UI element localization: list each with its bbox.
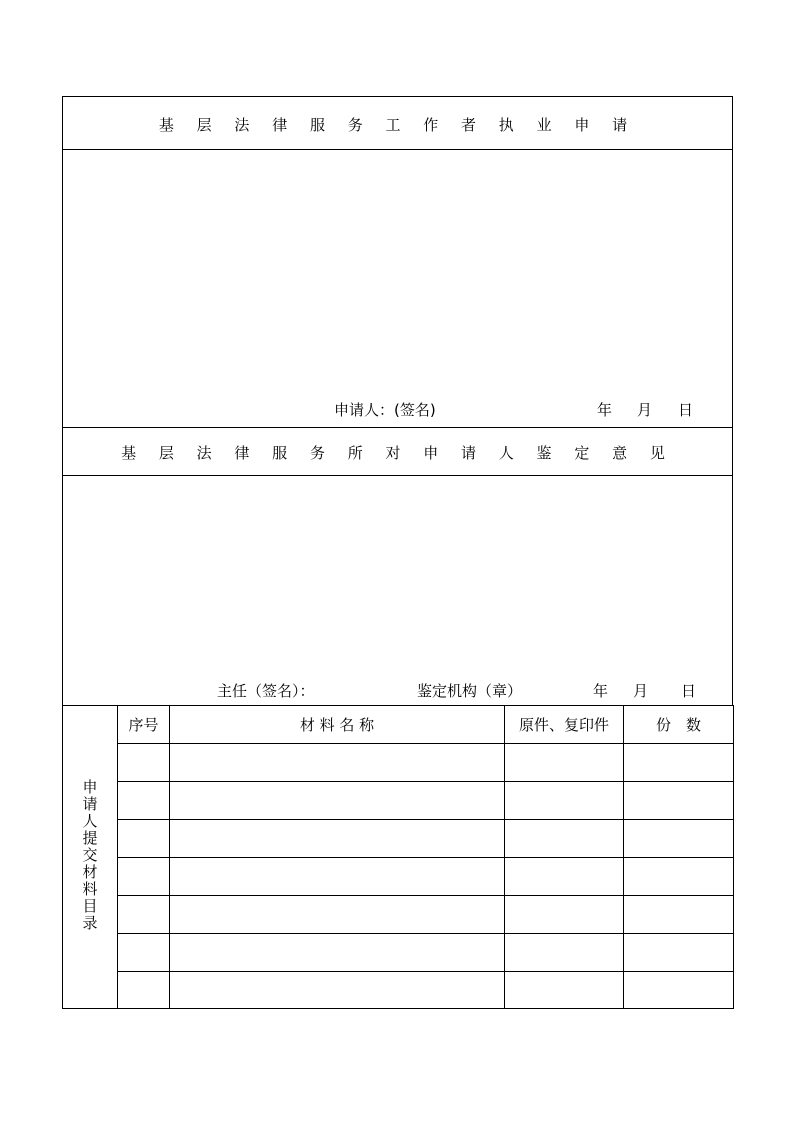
seq-cell[interactable] (118, 858, 170, 896)
section2-body (62, 475, 733, 706)
count-cell[interactable] (624, 782, 734, 820)
section1-day: 日 (678, 401, 694, 419)
count-cell[interactable] (624, 972, 734, 1009)
section2-title: 基 层 法 律 服 务 所 对 申 请 人 鉴 定 意 见 (121, 444, 674, 462)
materials-side-label-cell (63, 706, 118, 1009)
copy-cell[interactable] (505, 934, 624, 972)
section1-body (62, 149, 733, 428)
seq-cell[interactable] (118, 744, 170, 782)
materials-header-row (63, 706, 734, 744)
copy-cell[interactable] (505, 744, 624, 782)
header-copy: 原件、复印件 (505, 706, 624, 744)
count-cell[interactable] (624, 934, 734, 972)
materials-side-label: 申请人提交材料目录 (80, 778, 99, 932)
section2-title-cell (62, 427, 733, 476)
seq-cell[interactable] (118, 972, 170, 1009)
name-cell[interactable] (170, 744, 505, 782)
materials-table (62, 705, 734, 1009)
seq-cell[interactable] (118, 820, 170, 858)
table-row (63, 934, 734, 972)
name-cell[interactable] (170, 858, 505, 896)
table-row (63, 896, 734, 934)
section1-month: 月 (637, 401, 653, 419)
count-cell[interactable] (624, 820, 734, 858)
count-cell[interactable] (624, 896, 734, 934)
table-row (63, 972, 734, 1009)
name-cell[interactable] (170, 934, 505, 972)
seq-cell[interactable] (118, 934, 170, 972)
copy-cell[interactable] (505, 972, 624, 1009)
table-row (63, 858, 734, 896)
section2-day: 日 (681, 682, 697, 700)
name-cell[interactable] (170, 782, 505, 820)
copy-cell[interactable] (505, 858, 624, 896)
seq-cell[interactable] (118, 782, 170, 820)
table-row (63, 820, 734, 858)
header-name: 材 料 名 称 (170, 706, 505, 744)
name-cell[interactable] (170, 896, 505, 934)
section1-year: 年 (597, 401, 613, 419)
copy-cell[interactable] (505, 782, 624, 820)
table-row (63, 782, 734, 820)
count-cell[interactable] (624, 858, 734, 896)
seq-cell[interactable] (118, 896, 170, 934)
section1-title: 基 层 法 律 服 务 工 作 者 执 业 申 请 (158, 116, 637, 134)
copy-cell[interactable] (505, 896, 624, 934)
header-count: 份 数 (624, 706, 734, 744)
copy-cell[interactable] (505, 820, 624, 858)
name-cell[interactable] (170, 972, 505, 1009)
count-cell[interactable] (624, 744, 734, 782)
header-seq: 序号 (118, 706, 170, 744)
section2-month: 月 (633, 682, 649, 700)
section1-title-cell (62, 96, 733, 150)
name-cell[interactable] (170, 820, 505, 858)
section2-year: 年 (593, 682, 609, 700)
applicant-signature-label: 申请人：(签名) (334, 401, 436, 419)
org-seal-label: 鉴定机构（章） (417, 682, 523, 700)
director-signature-label: 主任（签名）： (217, 682, 315, 700)
table-row (63, 744, 734, 782)
